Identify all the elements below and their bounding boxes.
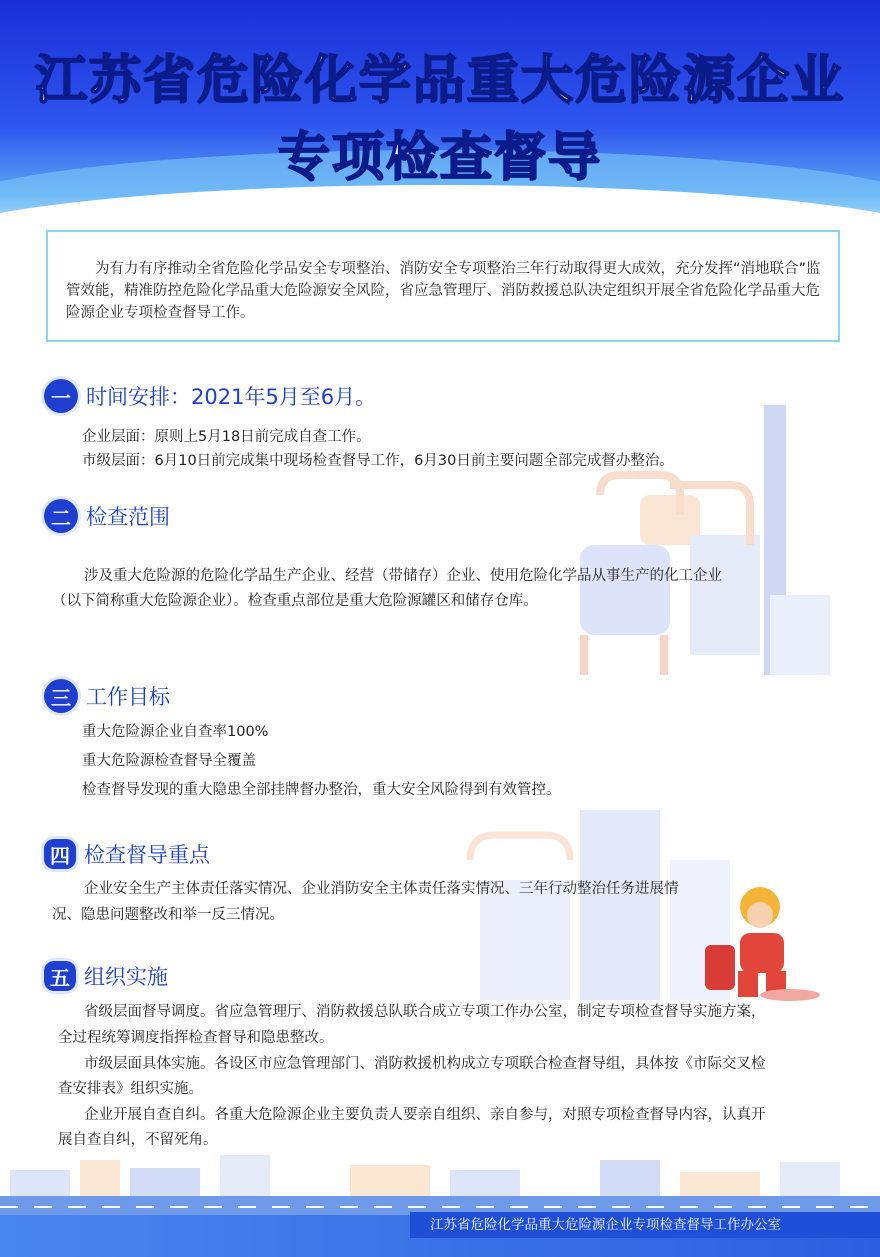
- goal-line-2: 重大危险源检查督导全覆盖: [82, 753, 256, 769]
- section-title: 时间安排：2021年5月至6月。: [86, 385, 377, 409]
- section-title: 工作目标: [86, 685, 170, 709]
- header-banner: [0, 0, 880, 230]
- focus-line-1: 企业安全生产主体责任落实情况、企业消防安全主体责任落实情况、三年行动整治任务进展情: [84, 881, 679, 897]
- section-focus: [44, 836, 210, 872]
- scope-line-2: （以下简称重大危险源企业）。检查重点部位是重大危险源罐区和储存仓库。: [52, 593, 538, 609]
- page-title-line2: 专项检查督导: [277, 128, 602, 188]
- impl-line-3: 市级层面具体实施。各设区市应急管理部门、消防救援机构成立专项联合检查督导组，具体按《市际交叉检: [84, 1056, 766, 1072]
- section-goals: [44, 678, 170, 714]
- impl-line-5: 企业开展自查自纠。各重大危险源企业主要负责人要亲自组织、亲自参与，对照专项检查督导内容，认真开: [84, 1107, 766, 1123]
- footer-office-name: 江苏省危险化学品重大危险源企业专项检查督导工作办公室: [430, 1217, 781, 1233]
- section-scope: [44, 498, 170, 534]
- section-badge: 四: [44, 839, 76, 869]
- schedule-line-enterprise: 企业层面：原则上5月18日前完成自查工作。: [82, 429, 371, 445]
- section-badge: 一: [44, 379, 78, 413]
- firefighter-icon: [700, 885, 830, 1005]
- scope-line-1: 涉及重大危险源的危险化学品生产企业、经营（带储存）企业、使用危险化学品从事生产的化工企业: [84, 568, 722, 584]
- section-schedule: [44, 378, 376, 414]
- section-badge: 三: [44, 679, 78, 713]
- title-province: 江苏省: [34, 51, 197, 111]
- schedule-line-city: 市级层面：6月10日前完成集中现场检查督导工作，6月30日前主要问题全部完成督办整治。: [82, 453, 674, 469]
- section-title: 检查督导重点: [84, 843, 210, 867]
- section-title: 组织实施: [84, 965, 168, 989]
- city-skyline: [0, 1150, 880, 1200]
- goal-line-1: 重大危险源企业自查率100%: [82, 724, 269, 740]
- title-subject: 危险化学品重大危险源企业: [197, 51, 846, 111]
- goal-line-3: 检查督导发现的重大隐患全部挂牌督办整治，重大安全风险得到有效管控。: [82, 782, 561, 798]
- factory-illustration: [540, 395, 840, 675]
- section-title: 检查范围: [86, 505, 170, 529]
- road-divider: [0, 1206, 880, 1208]
- impl-line-6: 展自查自纠，不留死角。: [58, 1132, 218, 1148]
- impl-line-1: 省级层面督导调度。省应急管理厅、消防救援总队联合成立专项工作办公室，制定专项检查督导实施方案，: [84, 1004, 766, 1020]
- section-badge: 五: [44, 961, 76, 991]
- impl-line-2: 全过程统筹调度指挥检查督导和隐患整改。: [58, 1030, 334, 1046]
- page-title-line1: [0, 38, 880, 113]
- section-implementation: [44, 958, 168, 994]
- impl-line-4: 查安排表》组织实施。: [58, 1081, 203, 1097]
- focus-line-2: 况、隐患问题整改和举一反三情况。: [52, 907, 284, 923]
- intro-text: 为有力有序推动全省危险化学品安全专项整治、消防安全专项整治三年行动取得更大成效，充分发挥“消地联合”监管效能，精准防控危险化学品重大危险源安全风险，省应急管理厅、消防救援总队决定组织开展全省危险化学品重大危险源企业专项检查督导工作。: [66, 261, 821, 321]
- section-badge: 二: [44, 499, 78, 533]
